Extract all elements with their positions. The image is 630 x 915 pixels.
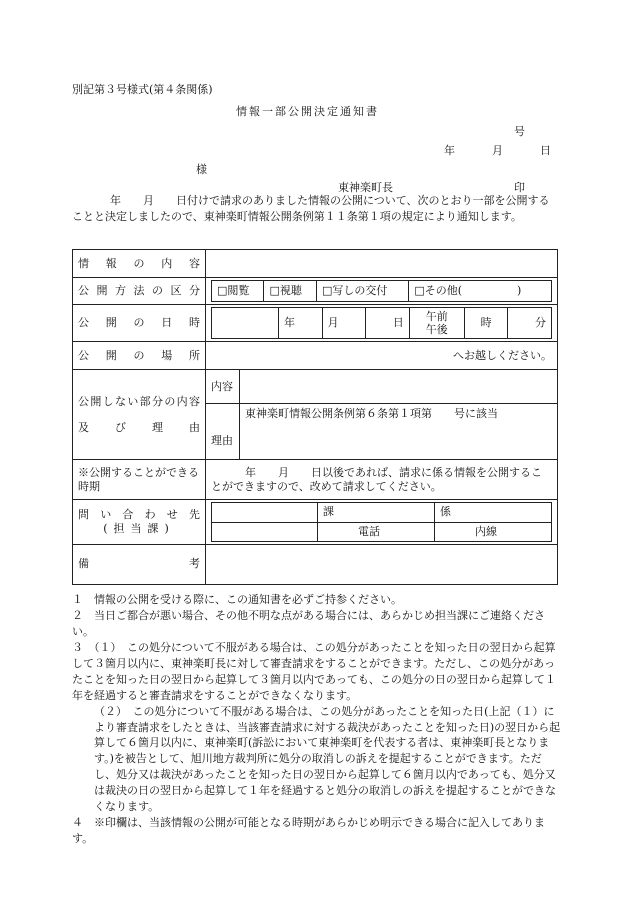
seal-mark: 印 [514,181,525,194]
note-1: １ 情報の公開を受ける際に、この通知書を必ずご持参ください。 [72,593,402,606]
label-undisclosed-a: 公開しない部分の内容 [78,394,200,408]
document-title: 情報一部公開決定通知書 [236,105,379,118]
note-4: ４ ※印欄は、当該情報の公開が可能となる時期があらかじめ明示できる場合に記入してあります。 [72,816,545,846]
addressee-suffix: 様 [196,163,207,176]
datetime-hour: 時 [464,307,508,338]
contact-extension: 内線 [435,522,552,541]
value-disclosure-place: へお越しください。 [206,342,558,370]
value-disclosable-period: 年 月 日以後であれば、請求に係る情報を公開することができますので、改めて請求してください。 [206,460,558,500]
label-undisclosed-b: 及び理由 [78,420,200,434]
row-remarks [73,544,558,584]
value-undisclosed-reason: 東神楽町情報公開条例第６条第１項第 号に該当 [240,404,558,460]
note-2: ２ 当日ご都合が悪い場合、その他不明な点がある場合には、あらかじめ担当課にご連絡ください。 [72,608,545,638]
option-copy[interactable]: □写しの交付 [316,281,408,302]
row-disclosure-place [73,342,558,370]
intro-paragraph: 年 月 日付けで請求のありました情報の公開について、次のとおり一部を公開することと決定しましたので、東神楽町情報公開条例第１１条第１項の規定により通知します。 [72,194,550,223]
row-undisclosed-content [73,370,558,404]
sender: 東神楽町長 [338,181,393,194]
value-info-content [206,250,558,278]
date-day: 日 [540,144,551,157]
row-disclosure-datetime [73,304,558,341]
datetime-month: 月 [322,307,366,338]
row-info-content [73,250,558,278]
date-year: 年 [444,144,455,157]
label-info-content: 情報の内容 [73,250,206,278]
datetime-pm: 午後 [425,323,448,337]
label-disclosable-period: ※公開することができる時期 [73,460,206,500]
contact-phone: 電話 [318,522,435,541]
label-disclosure-place: 公開の場所 [73,342,206,370]
value-contact [206,500,558,545]
sublabel-content: 内容 [206,370,240,404]
option-other[interactable]: □その他( ) [409,281,552,302]
value-disclosure-datetime [206,304,558,341]
datetime-day: 日 [366,307,410,338]
option-view[interactable]: □閲覧 [212,281,264,302]
notes [72,592,562,847]
option-listen[interactable]: □視聴 [264,281,316,302]
row-contact [73,500,558,545]
label-contact-a: 問い合わせ先 [78,507,200,521]
sublabel-reason: 理由 [206,404,240,460]
datetime-am: 午前 [425,309,448,323]
value-disclosure-method [206,278,558,305]
note-3-1: ３ （１） この処分について不服がある場合は、この処分があったことを知った日の翌日から起算して３箇月以内に、東神楽町長に対して審査請求をすることができます。ただし、この処分があったことを知った日の翌日から起算して３箇月以内であっても、この処分の日の翌日から起算して１年を経過すると審査請求をすることができなくなります。 [72,640,556,702]
label-remarks: 備考 [73,544,206,584]
label-contact [73,500,206,545]
row-disclosure-method [73,278,558,305]
date-month: 月 [492,144,503,157]
label-contact-b: (担当課) [103,522,175,536]
contact-ka: 課 [318,503,435,522]
label-disclosure-method: 公開方法の区分 [73,278,206,305]
document-number-label: 号 [514,125,525,138]
datetime-year: 年 [279,307,323,338]
value-remarks [206,544,558,584]
note-3-2: （２） この処分について不服がある場合は、この処分があったことを知った日(上記（１）により審査請求をしたときは、当該審査請求に対する裁決があったことを知った日)の翌日から起算して６箇月以内に、東神楽町(訴訟において東神楽町を代表する者は、東神楽町長となります。)を被告として、旭川地方裁判所に処分の取消しの訴えを提起することができます。ただし、処分又は裁決があったことを知った日の翌日から起算して６箇月以内であっても、処分又は裁決の日の翌日から起算して１年を経過すると処分の取消しの訴えを提起することができなくなります。 [94,704,561,814]
decision-table [72,249,558,585]
issue-date [444,143,551,159]
contact-kakari: 係 [435,503,552,522]
datetime-minute: 分 [508,307,552,338]
row-disclosable-period [73,460,558,500]
label-undisclosed [73,370,206,460]
form-id: 別記第３号様式(第４条関係) [72,83,213,96]
label-disclosure-datetime: 公開の日時 [73,304,206,341]
value-undisclosed-content [240,370,558,404]
datetime-ampm [409,307,464,338]
